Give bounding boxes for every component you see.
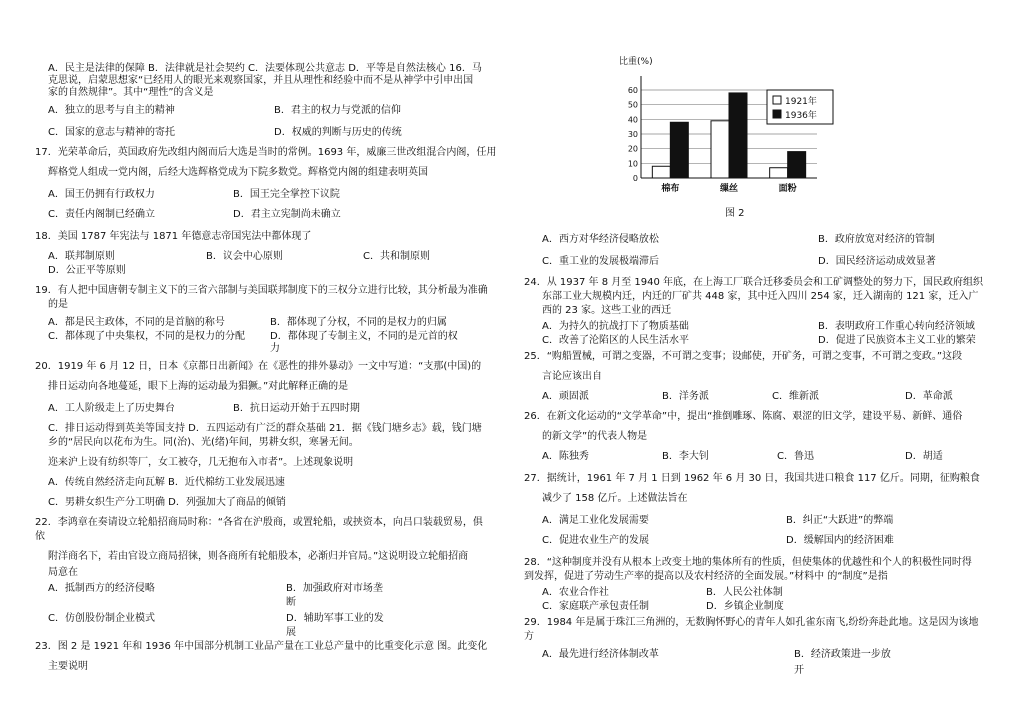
text-line: D．权威的判断与历史的传统 [274,127,402,138]
text-line: A．为持久的抗战打下了物质基础 [542,321,689,332]
text-line: A．传统自然经济走向瓦解 B．近代棉纺工业发展迅速 [48,477,285,488]
text-line: 23．图 2 是 1921 年和 1936 年中国部分机制工业品产量在工业总产量中的比重变化示意 图。此变化 [35,641,488,652]
text-line: 附洋商名下，若由官设立商局招徕，则各商所有轮船股本，必渐归并官局。”这说明设立轮船招商 [48,551,469,562]
text-line: B．纠正“大跃进”的弊端 [786,515,894,526]
y-tick-label: 60 [627,86,638,95]
text-line: C．促进农业生产的发展 [542,535,649,546]
text-line: 17．光荣革命后，英国政府先改组内阁而后大选是当时的常例。1693 年，威廉三世改组混合内阁，任用 [35,147,497,158]
text-line: 20．1919 年 6 月 12 日，日本《京都日出新闻》在《恶性的排外暴动》一文中写道：“支那(中国)的 [35,361,482,372]
text-line: 迩来沪上设有纺织等厂，女工被夺，几无抱布入市者”。上述现象说明 [48,457,354,468]
text-line: A．都是民主政体，不同的是首脑的称号 [48,317,225,328]
x-tick-label: 缫丝 [719,184,739,194]
text-line: B．都体现了分权，不同的是权力的归属 [270,317,447,328]
text-line: 24．从 1937 年 8 月至 1940 年底，在上海工厂联合迁移委员会和工矿调整处的努力下，国民政府组织 [524,277,984,288]
text-line: C．维新派 [772,391,819,402]
y-tick-label: 40 [627,115,638,125]
text-line: A．国王仍拥有行政权力 [48,189,155,200]
text-line: C．仿创股份制企业模式 [48,613,155,624]
legend-label: 1936年 [785,111,817,121]
text-line: B．加强政府对市场垄 [286,583,383,594]
text-line: C．鲁迅 [777,451,814,462]
text-line: 乡的“居民向以花布为生。同(治)、光(绪)年间，男耕女织，寒暑无间。 [48,437,359,448]
text-line: B．经济政策进一步放 [794,649,891,660]
text-line: C．排日运动得到英美等国支持 D．五四运动有广泛的群众基础 21．据《钱门塘乡志》载，钱门塘 [48,423,482,434]
bar-chart [617,50,847,210]
bar-2-1 [788,152,806,178]
text-line: 力 [270,343,280,354]
text-line: C．家庭联产承包责任制 [542,601,649,612]
text-line: 26．在新文化运动的“文学革命”中，提出“推倒雕琢、陈腐、艰涩的旧文学，建设平易、新鲜、通俗 [524,411,963,422]
text-line: 27．据统计，1961 年 7 月 1 日到 1962 年 6 月 30 日，我国共进口粮食 117 亿斤。同期，征购粮食 [524,473,980,484]
text-line: 18．美国 1787 年宪法与 1871 年德意志帝国宪法中都体现了 [35,231,312,242]
legend-swatch [773,96,781,104]
x-tick-label: 面粉 [778,184,797,194]
text-line: 局意在 [48,567,78,578]
text-line: 减少了 158 亿斤。上述做法旨在 [542,493,688,504]
text-line: B．李大钊 [662,451,709,462]
y-axis-label: 比重(%) [619,57,653,67]
text-line: C．改善了沦陷区的人民生活水平 [542,335,689,346]
text-line: 断 [286,597,296,608]
text-line: A．民主是法律的保障 B．法律就是社会契约 C．法要体现公共意志 D．平等是自然法核心 16．马 [48,63,482,74]
legend-swatch [773,110,781,118]
text-line: C．都体现了中央集权，不同的是权力的分配 [48,331,245,342]
text-line: A．顽固派 [542,391,589,402]
bar-1-0 [711,121,729,178]
text-line: 22．李鸿章在奏请设立轮船招商局时称：“各省在沪殷商，或置轮船，或挟资本，向吕口装载贸易，俱 [35,517,483,528]
text-line: D．乡镇企业制度 [706,601,784,612]
text-line: C．责任内阁制已经确立 [48,209,155,220]
bar-1-1 [729,93,747,178]
text-line: 方 [524,631,534,642]
text-line: C．国家的意志与精神的寄托 [48,127,175,138]
y-tick-label: 20 [627,144,638,154]
text-line: 家的自然规律”。其中“理性”的含义是 [48,87,214,98]
bar-2-0 [770,168,788,178]
bar-0-1 [670,122,688,178]
text-line: 西的 23 家。这些工业的西迁 [542,305,672,316]
text-line: B．政府放宽对经济的管制 [818,234,935,245]
text-line: B．议会中心原则 [206,251,283,262]
y-tick-label: 50 [627,100,638,110]
text-line: A．农业合作社 [542,587,609,598]
y-tick-label: 10 [627,159,638,169]
text-line: D．革命派 [905,391,953,402]
text-line: A．抵制西方的经济侵略 [48,583,155,594]
bar-0-0 [652,166,670,178]
text-line: 克思说，启蒙思想家“已经用人的眼光来观察国家，并且从理性和经验中而不是从神学中引申出国 [48,75,474,86]
text-line: A．工人阶级走上了历史舞台 [48,403,175,414]
text-line: 辉格党人组成一党内阁，后经大选辉格党成为下院多数党。辉格党内阁的组建表明英国 [48,167,428,178]
text-line: B．人民公社体制 [706,587,783,598]
text-line: 19．有人把中国唐朝专制主义下的三省六部制与美国联邦制度下的三权分立进行比较，其分析最为准确 [35,285,488,296]
text-line: D．缓解国内的经济困难 [786,535,894,546]
legend-label: 1921年 [785,97,817,107]
text-line: D．促进了民族资本主义工业的繁荣 [818,335,976,346]
text-line: D．公正平等原则 [48,265,126,276]
text-line: D．国民经济运动成效显著 [818,256,936,267]
text-line: 的是 [48,299,68,310]
text-line: A．西方对华经济侵略放松 [542,234,659,245]
text-line: C．男耕女织生产分工明确 D．列强加大了商品的倾销 [48,497,286,508]
text-line: 东部工业大规模内迁，内迁的厂矿共 448 家，其中迁入四川 254 家，迁入湖南的 121 家，迁入广 [542,291,979,302]
text-line: A．满足工业化发展需要 [542,515,649,526]
y-tick-label: 0 [632,174,638,183]
text-line: A．陈独秀 [542,451,589,462]
text-line: 言论应该出自 [542,371,602,382]
text-line: 29．1984 年是属于珠江三角洲的，无数胸怀野心的青年人如孔雀东南飞,纷纷奔赴此地。这是因为该地 [524,617,979,628]
text-line: 依 [35,531,45,542]
text-line: 25．“购船置械，可谓之变器，不可谓之变事；设邮使，开矿务，可谓之变事，不可谓之变政。”这段 [524,351,963,362]
text-line: B．洋务派 [662,391,709,402]
text-line: D．君主立宪制尚未确立 [233,209,341,220]
text-line: 到发挥，促进了劳动生产率的提高以及农村经济的全面发展。”材料中 的“制度”是指 [524,571,888,582]
y-tick-label: 30 [627,130,638,139]
text-line: B．国王完全掌控下议院 [233,189,340,200]
text-line: 开 [794,665,804,676]
text-line: A．联邦制原则 [48,251,115,262]
text-line: 展 [286,627,296,638]
text-line: B．表明政府工作重心转向经济领域 [818,321,975,332]
text-line: B．君主的权力与党派的信仰 [274,105,401,116]
chart-caption: 图 2 [725,208,745,219]
text-line: D．都体现了专制主义，不同的是元首的权 [270,331,458,342]
text-line: 的新文学”的代表人物是 [542,431,648,442]
text-line: D．胡适 [905,451,943,462]
text-line: B．抗日运动开始于五四时期 [233,403,360,414]
text-line: C．重工业的发展极端滞后 [542,256,659,267]
text-line: 排日运动向各地蔓延，眼下上海的运动最为猖獗。”对此解释正确的是 [48,381,349,392]
text-line: A．独立的思考与自主的精神 [48,105,175,116]
text-line: A．最先进行经济体制改革 [542,649,659,660]
text-line: D．辅助军事工业的发 [286,613,384,624]
text-line: 28．“这种制度并没有从根本上改变土地的集体所有的性质，但使集体的优越性和个人的积极性同时得 [524,557,972,568]
x-tick-label: 棉布 [661,184,680,194]
text-line: 主要说明 [48,661,88,672]
text-line: C．共和制原则 [363,251,430,262]
